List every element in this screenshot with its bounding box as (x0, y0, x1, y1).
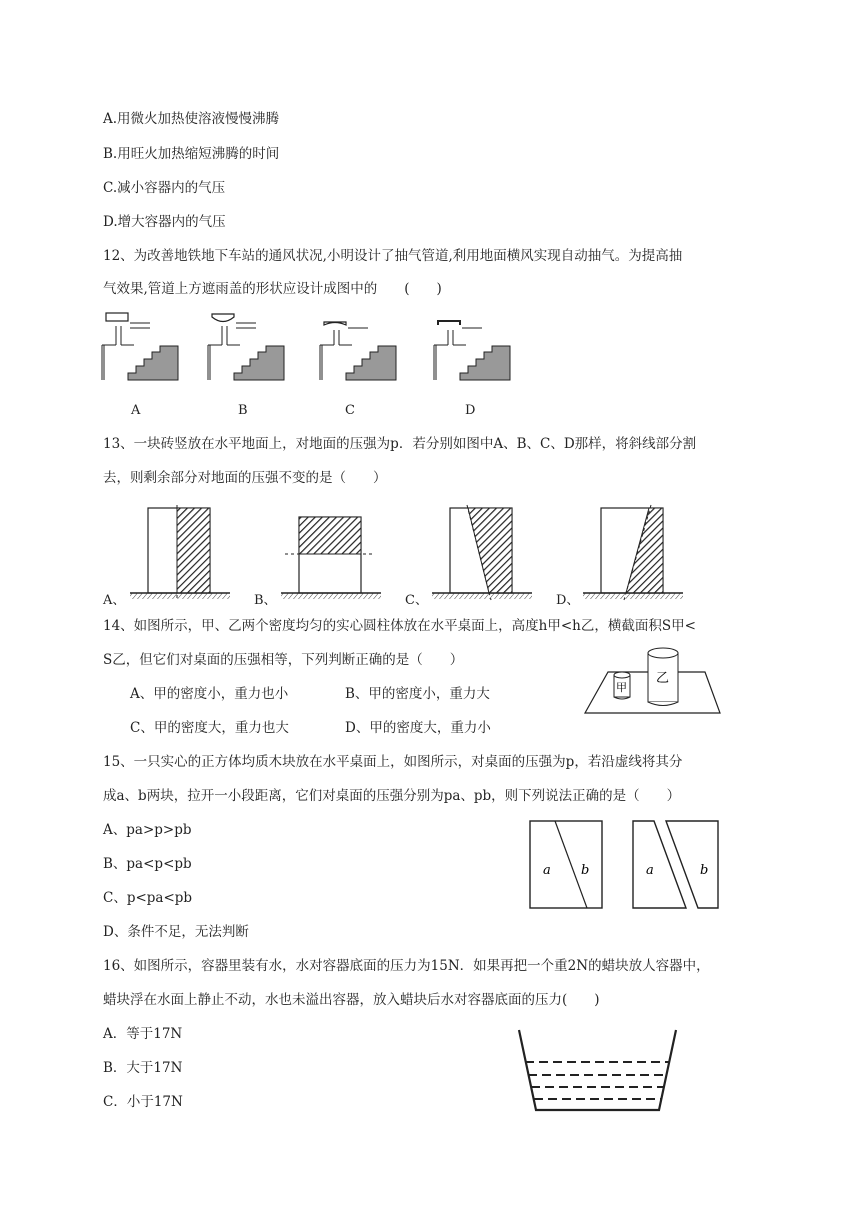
q12-figure-b (206, 310, 296, 385)
q15-option-a: A、pa>p>pb (103, 822, 192, 838)
q11-option-b: B.用旺火加热缩短沸腾的时间 (103, 146, 280, 162)
q15-figure-split (630, 818, 725, 913)
q16-option-c: C．小于17N (103, 1094, 183, 1110)
q14-option-c: C、甲的密度大，重力也大 (130, 720, 289, 736)
q14-option-a: A、甲的密度小，重力也小 (130, 686, 289, 702)
q14-stem-line1: 14、如图所示，甲、乙两个密度均匀的实心圆柱体放在水平桌面上，高度h甲<h乙，横截面积S甲< (103, 618, 696, 634)
q12-label-b: B (238, 403, 248, 418)
q12-stem-line1: 12、为改善地铁地下车站的通风状况,小明设计了抽气管道,利用地面横风实现自动抽气。为提高抽 (103, 248, 683, 264)
q16-stem-line2: 蜡块浮在水面上静止不动，水也未溢出容器，放入蜡块后水对容器底面的压力( ) (103, 992, 600, 1008)
q13-label-d: D、 (556, 593, 580, 608)
q13-figure-a (126, 505, 236, 605)
q15-option-d: D、条件不足，无法判断 (103, 924, 249, 940)
q15-option-b: B、pa<p<pb (103, 856, 192, 872)
q14-option-d: D、甲的密度大，重力小 (345, 720, 491, 736)
q14-stem-line2: S乙，但它们对桌面的压强相等，下列判断正确的是（ ） (103, 652, 464, 668)
q12-figure-d (432, 310, 522, 385)
q13-stem-line2: 去，则剩余部分对地面的压强不变的是（ ） (103, 470, 387, 486)
q13-figure-d (579, 505, 689, 605)
q11-option-c: C.减小容器内的气压 (103, 180, 226, 196)
q14-figure (580, 645, 730, 720)
q16-container-figure (514, 1022, 684, 1117)
q12-label-c: C (345, 403, 355, 418)
q15-label-a-left: a (543, 863, 551, 878)
q15-figure-whole (527, 818, 607, 913)
q16-option-a: A．等于17N (103, 1026, 183, 1042)
q13-label-a: A、 (103, 593, 126, 608)
q13-stem-line1: 13、一块砖竖放在水平地面上，对地面的压强为p．若分别如图中A、B、C、D那样，将斜线部分割 (103, 436, 697, 452)
q16-option-b: B．大于17N (103, 1060, 183, 1076)
q15-stem-line2: 成a、b两块，拉开一小段距离，它们对桌面的压强分别为pa、pb，则下列说法正确的是（ ） (103, 788, 681, 804)
q15-option-c: C、p<pa<pb (103, 890, 193, 906)
q15-label-b-right: b (700, 863, 709, 878)
q13-figure-c (428, 505, 538, 605)
q14-figure-label-jia: 甲 (616, 681, 627, 694)
q15-stem-line1: 15、一只实心的正方体均质木块放在水平桌面上，如图所示，对桌面的压强为p，若沿虚线将其分 (103, 754, 683, 770)
q14-figure-label-yi: 乙 (656, 671, 670, 686)
q12-figure-a (100, 310, 190, 385)
q12-label-d: D (465, 403, 476, 418)
q11-option-d: D.增大容器内的气压 (103, 214, 226, 230)
q12-label-a: A (131, 403, 141, 418)
q12-stem-line2: 气效果,管道上方遮雨盖的形状应设计成图中的 ( ) (103, 281, 442, 297)
q13-label-c: C、 (405, 593, 428, 608)
q12-figure-c (318, 310, 408, 385)
q13-figure-b (277, 505, 387, 605)
q16-stem-line1: 16、如图所示，容器里装有水，水对容器底面的压力为15N．如果再把一个重2N的蜡块放人容器中， (103, 958, 710, 974)
q15-label-b-left: b (581, 863, 590, 878)
q13-label-b: B、 (254, 593, 277, 608)
q14-option-b: B、甲的密度小，重力大 (345, 686, 490, 702)
q11-option-a: A.用微火加热使溶液慢慢沸腾 (103, 111, 280, 127)
q15-label-a-right: a (646, 863, 654, 878)
